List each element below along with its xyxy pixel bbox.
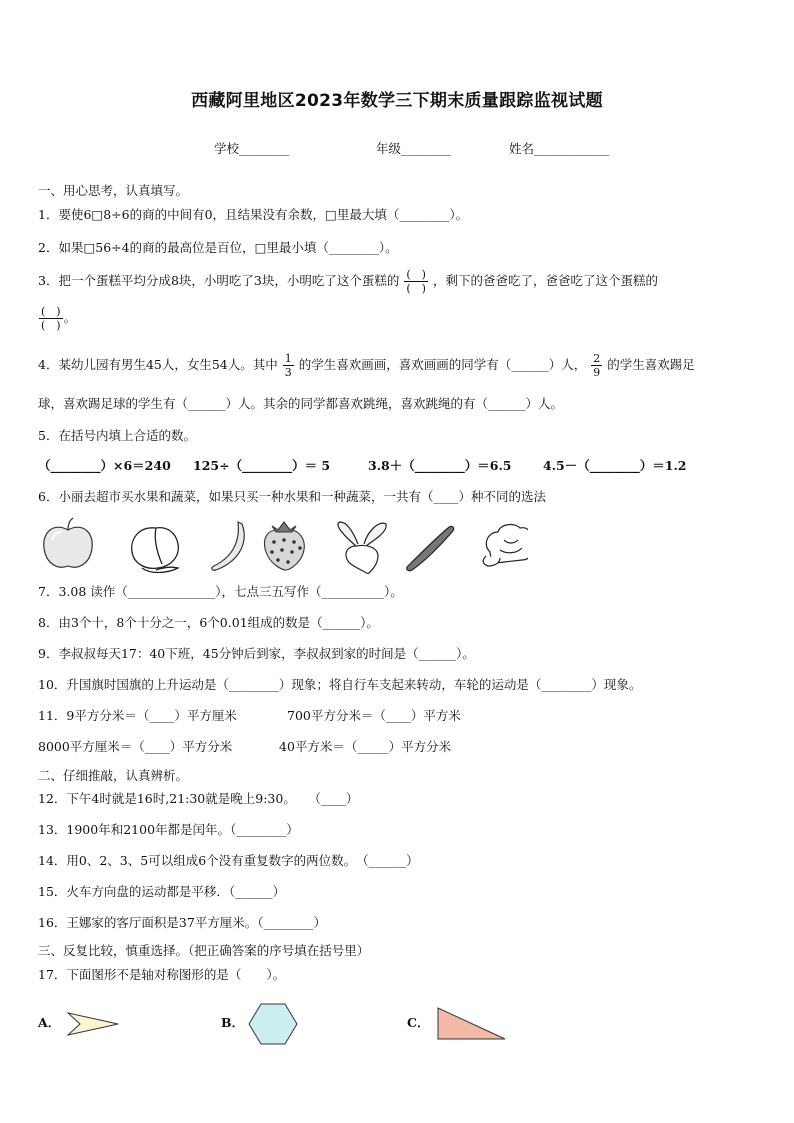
question-13: 13．1900年和2100年都是闰年。（________） xyxy=(38,822,299,837)
section-1-heading: 一、用心思考，认真填写。 xyxy=(38,183,189,198)
option-a-arrow-shape xyxy=(66,1009,122,1039)
option-c-label: C． xyxy=(407,1015,430,1030)
question-7: 7．3.08 读作（______________），七点三五写作（__________）。 xyxy=(38,584,403,599)
question-5: 5．在括号内填上合适的数。 xyxy=(38,428,196,443)
section-2-heading: 二、仔细推敲，认真辨析。 xyxy=(38,768,189,783)
strawberry-icon xyxy=(265,522,305,570)
fraction-blank-1 xyxy=(404,268,428,295)
question-3-part-3: 。 xyxy=(63,310,77,325)
fraction-denominator: ( ) xyxy=(406,282,426,295)
name-field: 姓名____________ xyxy=(509,141,610,156)
question-4-part-1: 4．某幼儿园有男生45人，女生54人。其中 xyxy=(38,357,278,372)
question-16: 16．王娜家的客厅面积是37平方厘米。（________） xyxy=(38,915,327,930)
cucumber-icon xyxy=(407,526,454,570)
peach-icon xyxy=(132,528,179,573)
fraction-one-third xyxy=(283,352,294,379)
fraction-two-ninths xyxy=(591,352,602,379)
question-1: 1．要使6□8÷6的商的中间有0，且结果没有余数，□里最大填（________）。 xyxy=(38,207,469,222)
question-2: 2．如果□56÷4的商的最高位是百位，□里最小填（________）。 xyxy=(38,240,398,255)
option-b-hexagon-shape xyxy=(247,1002,299,1046)
question-10: 10．升国旗时国旗的上升运动是（________）现象；将自行车支起来转动，车轮的运动是（________）现象。 xyxy=(38,677,642,692)
fraction-numerator: ( ) xyxy=(41,305,61,318)
option-b-label: B． xyxy=(221,1015,245,1030)
question-5-item-4: 4.5－（________）＝1.2 xyxy=(543,458,687,473)
apple-icon xyxy=(44,518,92,567)
question-9: 9．李叔叔每天17：40下班，45分钟后到家，李叔叔到家的时间是（______）。 xyxy=(38,646,475,661)
section-3-heading: 三、反复比较，慎重选择。（把正确答案的序号填在括号里） xyxy=(38,943,370,958)
question-15: 15．火车方向盘的运动都是平移．（______） xyxy=(38,884,286,899)
fraction-numerator: 1 xyxy=(284,352,292,365)
question-4-part-3: 的学生喜欢踢足 xyxy=(607,357,695,372)
question-3-part-2: ，剩下的爸爸吃了，爸爸吃了这个蛋糕的 xyxy=(432,273,658,288)
question-4-continued: 球，喜欢踢足球的学生有（______）人。其余的同学都喜欢跳绳，喜欢跳绳的有（______）人。 xyxy=(38,396,564,411)
radish-icon xyxy=(338,522,386,574)
question-11-item-4: 40平方米＝（_____）平方分米 xyxy=(279,739,452,754)
question-14: 14．用0、2、3、5可以组成6个没有重复数字的两位数。 （______） xyxy=(38,853,419,868)
fraction-numerator: 2 xyxy=(593,352,601,365)
fraction-denominator: 3 xyxy=(284,366,292,379)
question-3-part-1: 3．把一个蛋糕平均分成8块，小明吃了3块，小明吃了这个蛋糕的 xyxy=(38,273,400,288)
question-11-item-3: 8000平方厘米＝（____）平方分米 xyxy=(38,739,233,754)
fraction-denominator: 9 xyxy=(593,366,601,379)
banana-icon xyxy=(212,522,244,570)
produce-pictures xyxy=(38,516,528,574)
question-11-item-1: 11．9平方分米＝（____）平方厘米 xyxy=(38,708,237,723)
cabbage-icon xyxy=(483,525,528,566)
option-c-triangle-shape xyxy=(436,1006,508,1042)
question-5-item-1: （________）×6＝240 xyxy=(38,458,171,473)
fraction-denominator: ( ) xyxy=(41,319,61,332)
question-8: 8．由3个十，8个十分之一，6个0.01组成的数是（______）。 xyxy=(38,615,379,630)
question-11-item-2: 700平方分米＝（____）平方米 xyxy=(287,708,461,723)
question-3-continued xyxy=(38,305,76,332)
question-4 xyxy=(38,352,695,379)
question-12: 12．下午4时就是16时,21:30就是晚上9:30。 （____） xyxy=(38,791,359,806)
question-6: 6．小丽去超市买水果和蔬菜，如果只买一种水果和一种蔬菜，一共有（____）种不同的选法 xyxy=(38,489,546,504)
fraction-numerator: ( ) xyxy=(406,268,426,281)
school-field: 学校________ xyxy=(214,141,290,156)
question-4-part-2: 的学生喜欢画画，喜欢画画的同学有（______）人， xyxy=(298,357,587,372)
fraction-blank-2 xyxy=(39,305,63,332)
question-5-item-2: 125÷（________）＝ 5 xyxy=(193,458,331,473)
question-3 xyxy=(38,268,658,295)
question-5-item-3: 3.8＋（________）＝6.5 xyxy=(368,458,512,473)
grade-field: 年级________ xyxy=(376,141,452,156)
question-17: 17．下面图形不是轴对称图形的是（ ）。 xyxy=(38,967,286,982)
option-a-label: A． xyxy=(38,1015,61,1030)
page-title: 西藏阿里地区2023年数学三下期末质量跟踪监视试题 xyxy=(191,91,603,111)
